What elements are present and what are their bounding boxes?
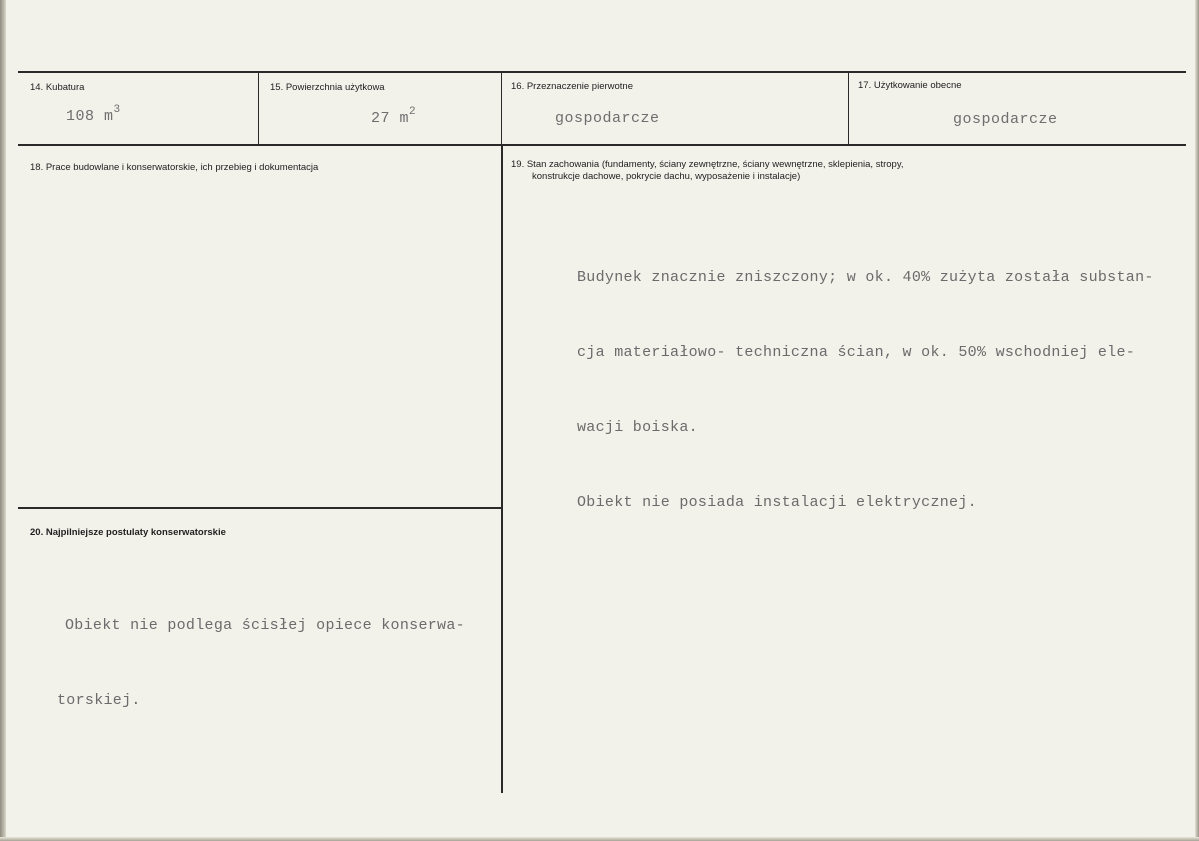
field-15-value (371, 108, 416, 127)
field-16-value: gospodarcze (555, 110, 660, 127)
field-17-value: gospodarcze (953, 111, 1058, 128)
field-18-label: 18. Prace budowlane i konserwatorskie, ich przebieg i dokumentacja (30, 162, 319, 173)
field-15-exponent: 2 (409, 106, 417, 118)
center-vertical-rule (501, 146, 503, 793)
divider-16-17 (848, 73, 849, 145)
field-14-label: 14. Kubatura (30, 82, 85, 93)
scan-edge-bottom (0, 837, 1199, 841)
field-19-text (577, 215, 1154, 565)
field-14-exponent: 3 (113, 104, 121, 116)
field-19-label-line1: 19. Stan zachowania (fundamenty, ściany zewnętrzne, ściany wewnętrzne, sklepienia, stropy, (511, 159, 904, 170)
field-19-line-3: wacji boiska. (577, 419, 698, 436)
top-rule (18, 71, 1186, 73)
row1-bottom-rule (18, 144, 1186, 146)
field-15-value-text: 27 m (371, 110, 410, 127)
field-19-label-line2: konstrukcje dachowe, pokrycie dachu, wyposażenie i instalacje) (532, 171, 801, 182)
field-20-line-1: Obiekt nie podlega ścisłej opiece konserwa- (65, 617, 465, 634)
divider-15-16 (501, 73, 502, 145)
field-19-line-4: Obiekt nie posiada instalacji elektrycznej. (577, 494, 977, 511)
scan-edge-right (1195, 0, 1199, 841)
section-18-20-divider (18, 507, 501, 509)
field-17-label: 17. Użytkowanie obecne (858, 80, 962, 91)
field-20-text (57, 563, 465, 763)
field-19-line-1: Budynek znacznie zniszczony; w ok. 40% zużyta została substan- (577, 269, 1154, 286)
field-16-label: 16. Przeznaczenie pierwotne (511, 81, 633, 92)
field-14-value (66, 106, 121, 125)
divider-14-15 (258, 73, 259, 145)
field-20-label: 20. Najpilniejsze postulaty konserwatorskie (30, 527, 226, 538)
field-15-label: 15. Powierzchnia użytkowa (270, 82, 385, 93)
field-19-line-2: cja materiałowo- techniczna ścian, w ok. 50% wschodniej ele- (577, 344, 1136, 361)
scan-edge-left (0, 0, 6, 841)
field-14-value-text: 108 m (66, 108, 114, 125)
field-20-line-2: torskiej. (57, 692, 141, 709)
